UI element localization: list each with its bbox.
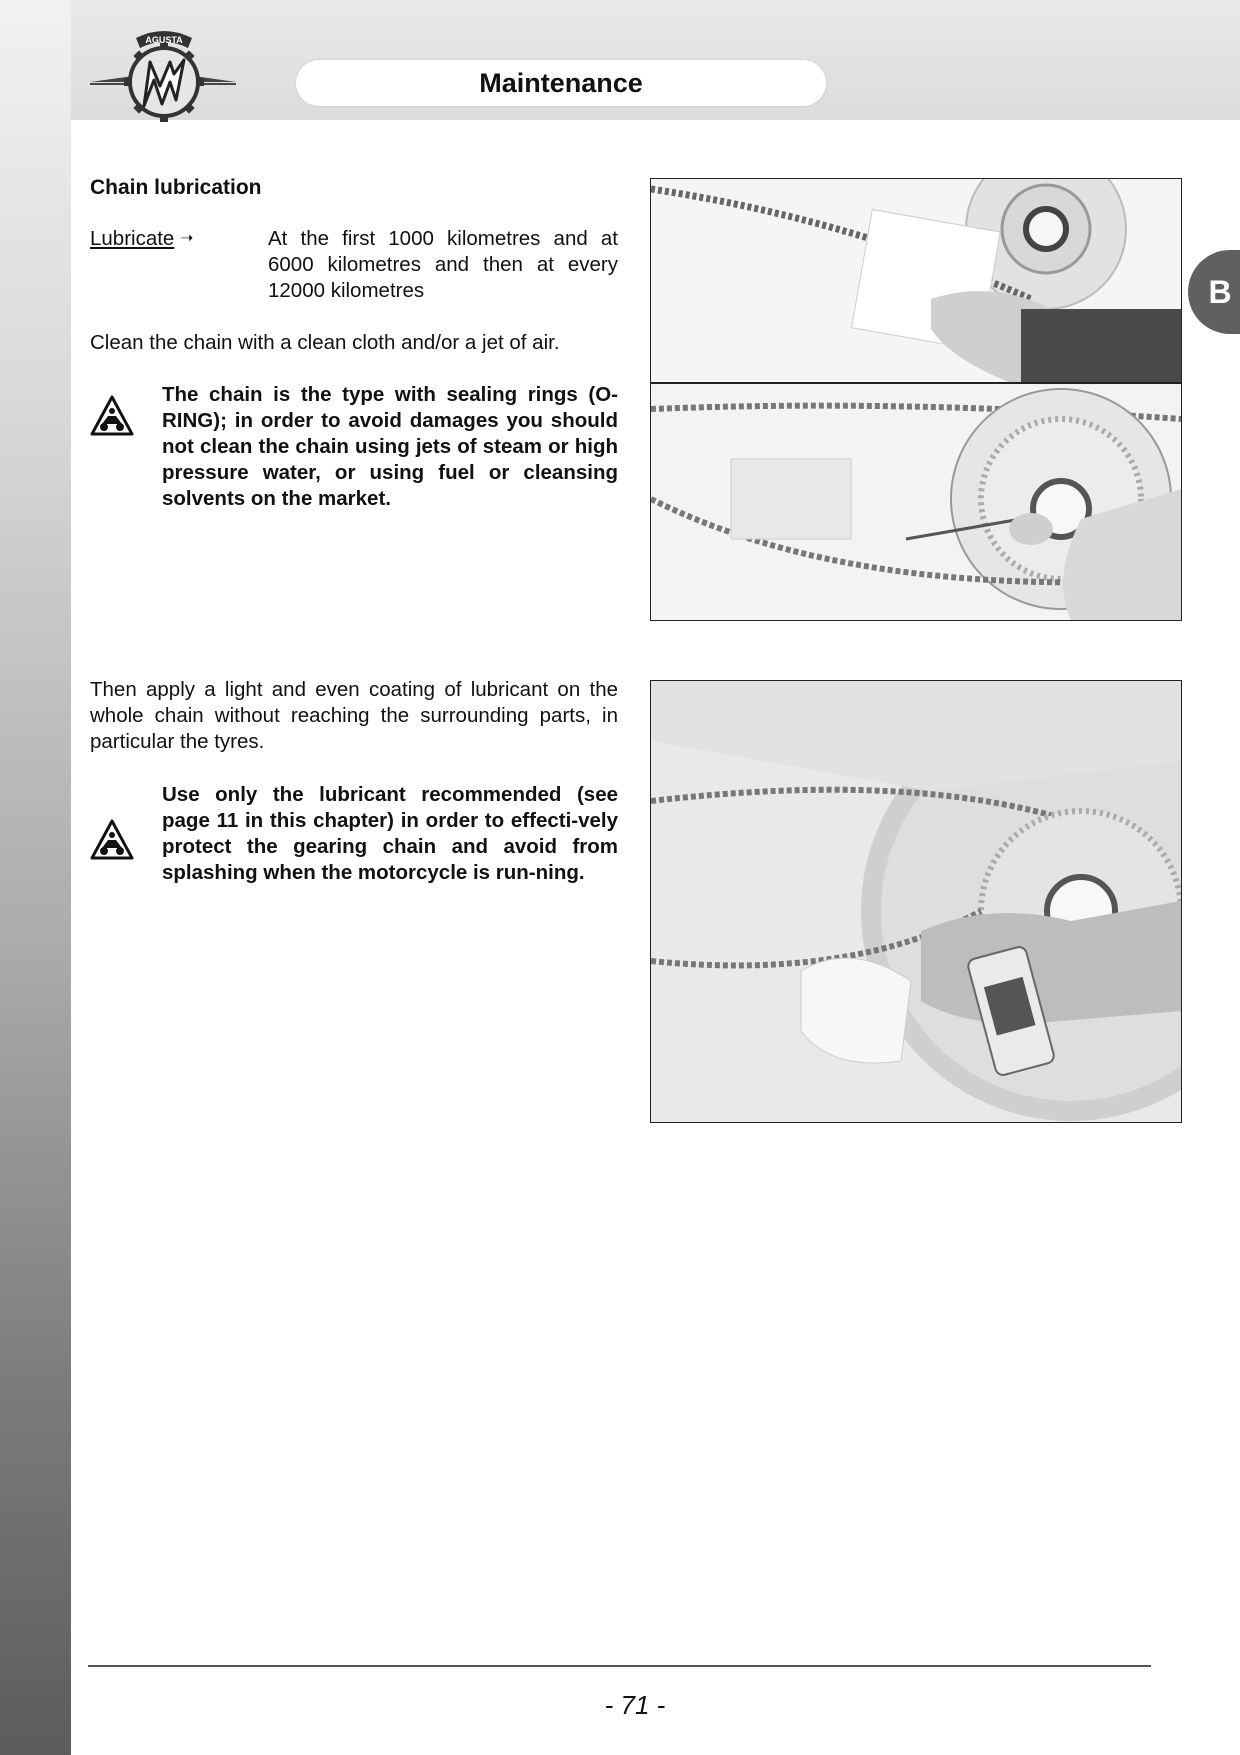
footer-divider [88,1665,1151,1667]
mv-agusta-logo [88,22,238,134]
section-tab [1188,250,1240,334]
page-title-pill [296,60,826,106]
clean-instruction: Clean the chain with a clean cloth and/or a jet of air. [90,331,560,354]
section-tab-letter: B [1208,273,1232,310]
chain-cleaning-photo [650,178,1182,621]
lubricate-row [90,226,618,306]
warning-text-2: Use only the lubricant recommended (see page 11 in this chapter) in order to effecti-vely protect the gearing chain and avoid from splashing when the motorcycle is run-ning. [162,783,618,884]
warning-text-1: The chain is the type with sealing rings (O-RING); in order to avoid damages you should not clean the chain using jets of steam or high pressure water, or using fuel or cleansing solvents on the market. [162,383,618,510]
apply-instruction: Then apply a light and even coating of lubricant on the whole chain without reaching the surrounding parts, in particular the tyres. [90,678,618,753]
lubricate-schedule: At the first 1000 kilometres and at 6000 kilometres and then at every 12000 kilometres [268,227,618,302]
lubricate-label: Lubricate [90,227,175,250]
page-number: - 71 - [604,1690,666,1720]
chain-lubrication-photo [650,680,1182,1123]
arrow-right-icon: ➝ [180,230,194,247]
logo-banner-text: AGUSTA [145,35,183,45]
motorcycle-warning-icon [90,394,134,438]
left-margin-band [0,0,71,1755]
section-heading: Chain lubrication [90,176,262,199]
motorcycle-warning-icon [90,818,134,862]
page-title: Maintenance [479,67,643,98]
